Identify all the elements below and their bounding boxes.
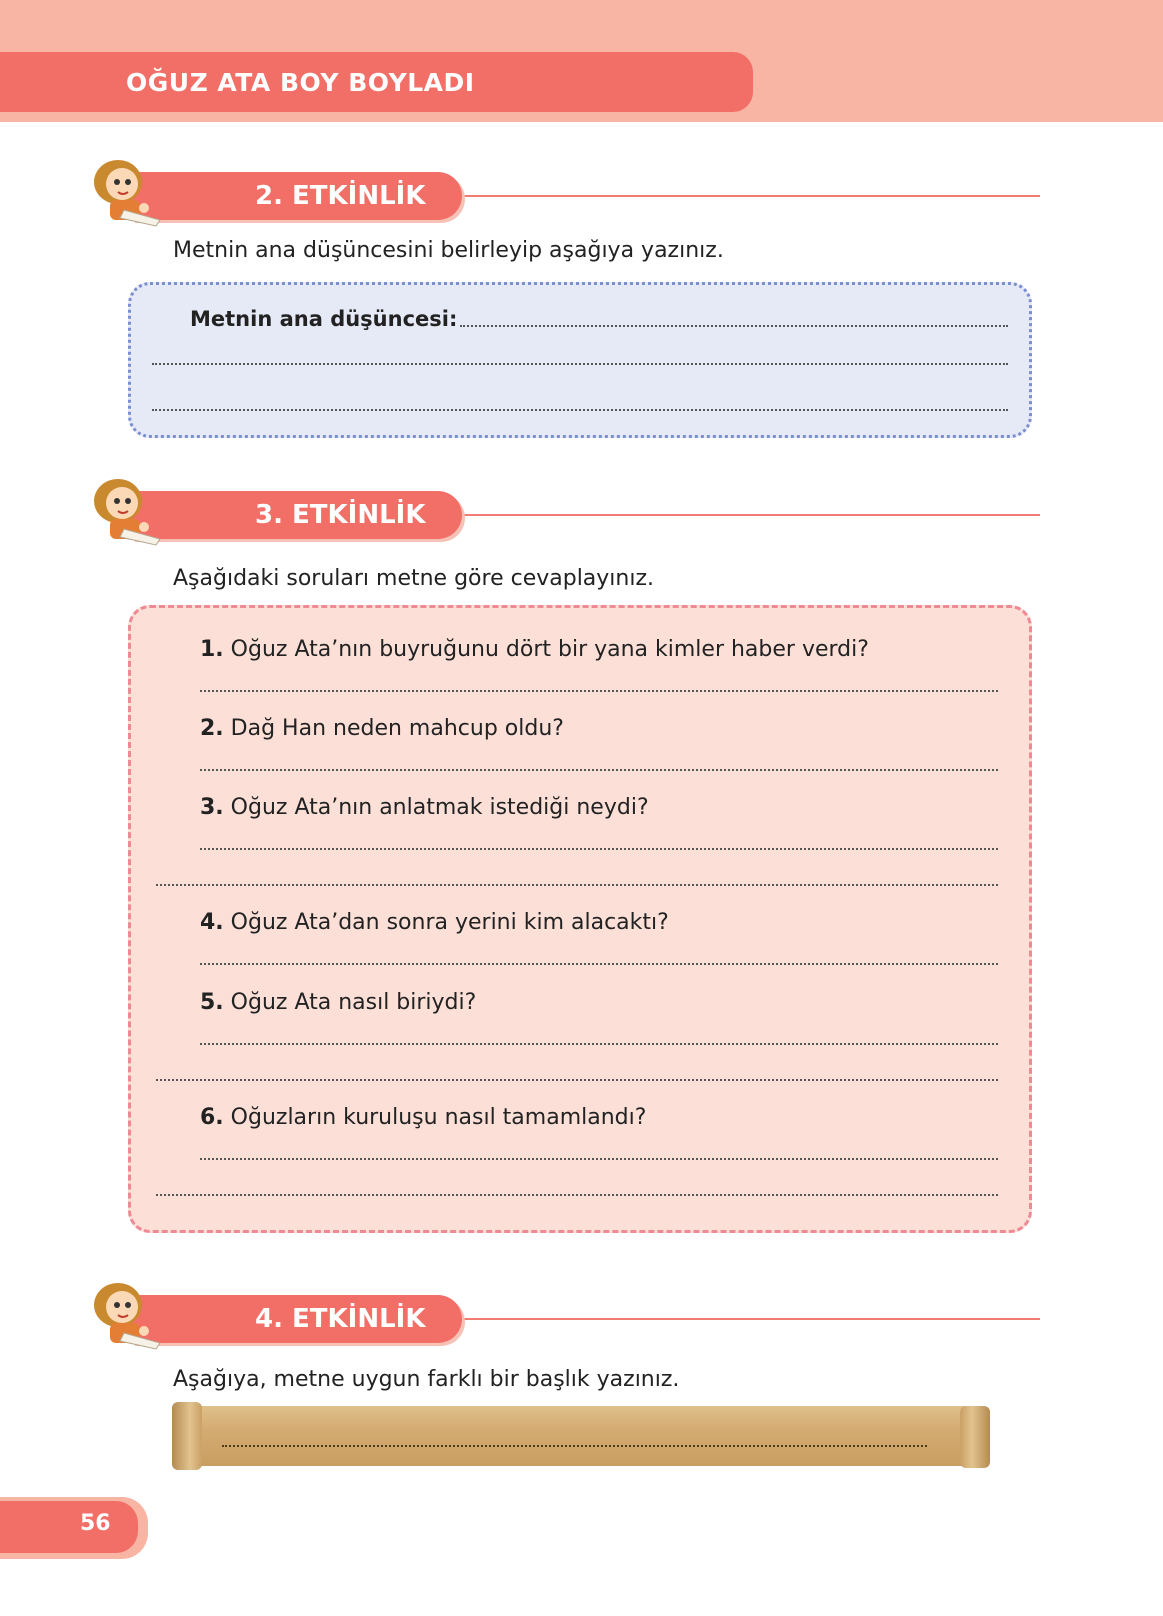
answer-line[interactable] xyxy=(460,323,1008,327)
page-number-tab xyxy=(0,1497,148,1559)
main-idea-label: Metnin ana düşüncesi: xyxy=(190,307,458,331)
divider-line xyxy=(380,195,1040,197)
answer-line[interactable] xyxy=(200,846,998,850)
answer-line[interactable] xyxy=(200,1041,998,1045)
answer-line[interactable] xyxy=(152,361,1008,365)
activity-2-instruction: Metnin ana düşüncesini belirleyip aşağıya yazınız. xyxy=(173,238,724,263)
activity-3-title-pill xyxy=(132,491,462,539)
title-answer-line[interactable] xyxy=(222,1443,927,1447)
answer-line[interactable] xyxy=(156,1192,998,1196)
scroll-roll-left xyxy=(172,1402,202,1470)
answer-line[interactable] xyxy=(200,1156,998,1160)
divider-line xyxy=(380,514,1040,516)
answer-line[interactable] xyxy=(200,688,998,692)
answer-line[interactable] xyxy=(152,407,1008,411)
answer-line[interactable] xyxy=(156,882,998,886)
parchment-scroll xyxy=(178,1406,984,1466)
chapter-title: OĞUZ ATA BOY BOYLADI xyxy=(126,68,475,97)
activity-4-title: 4. ETKİNLİK xyxy=(255,1304,426,1334)
question-item: 3. Oğuz Ata’nın anlatmak istediği neydi? xyxy=(200,795,649,820)
activity-4-instruction: Aşağıya, metne uygun farklı bir başlık yazınız. xyxy=(173,1367,680,1392)
question-item: 2. Dağ Han neden mahcup oldu? xyxy=(200,716,564,741)
divider-line xyxy=(380,1318,1040,1320)
girl-mascot-icon xyxy=(80,469,170,549)
scroll-roll-right xyxy=(960,1406,990,1468)
activity-4-header xyxy=(80,1295,1040,1365)
activity-2-title: 2. ETKİNLİK xyxy=(255,181,426,211)
question-item: 1. Oğuz Ata’nın buyruğunu dört bir yana kimler haber verdi? xyxy=(200,637,869,662)
page-number-inner xyxy=(0,1501,138,1553)
answer-line[interactable] xyxy=(200,767,998,771)
activity-3-title: 3. ETKİNLİK xyxy=(255,500,426,530)
activity-4-title-pill xyxy=(132,1295,462,1343)
activity-3-instruction: Aşağıdaki soruları metne göre cevaplayınız. xyxy=(173,566,655,591)
answer-line[interactable] xyxy=(200,961,998,965)
girl-mascot-icon xyxy=(80,1273,170,1353)
girl-mascot-icon xyxy=(80,150,170,230)
activity-2-header xyxy=(80,172,1040,242)
chapter-title-bar xyxy=(0,52,753,112)
activity-3-header xyxy=(80,491,1040,561)
question-item: 4. Oğuz Ata’dan sonra yerini kim alacaktı? xyxy=(200,910,669,935)
activity-2-title-pill xyxy=(132,172,462,220)
answer-line[interactable] xyxy=(156,1077,998,1081)
question-item: 6. Oğuzların kuruluşu nasıl tamamlandı? xyxy=(200,1105,647,1130)
page-number: 56 xyxy=(80,1511,111,1536)
question-item: 5. Oğuz Ata nasıl biriydi? xyxy=(200,990,477,1015)
main-idea-box xyxy=(128,282,1032,438)
